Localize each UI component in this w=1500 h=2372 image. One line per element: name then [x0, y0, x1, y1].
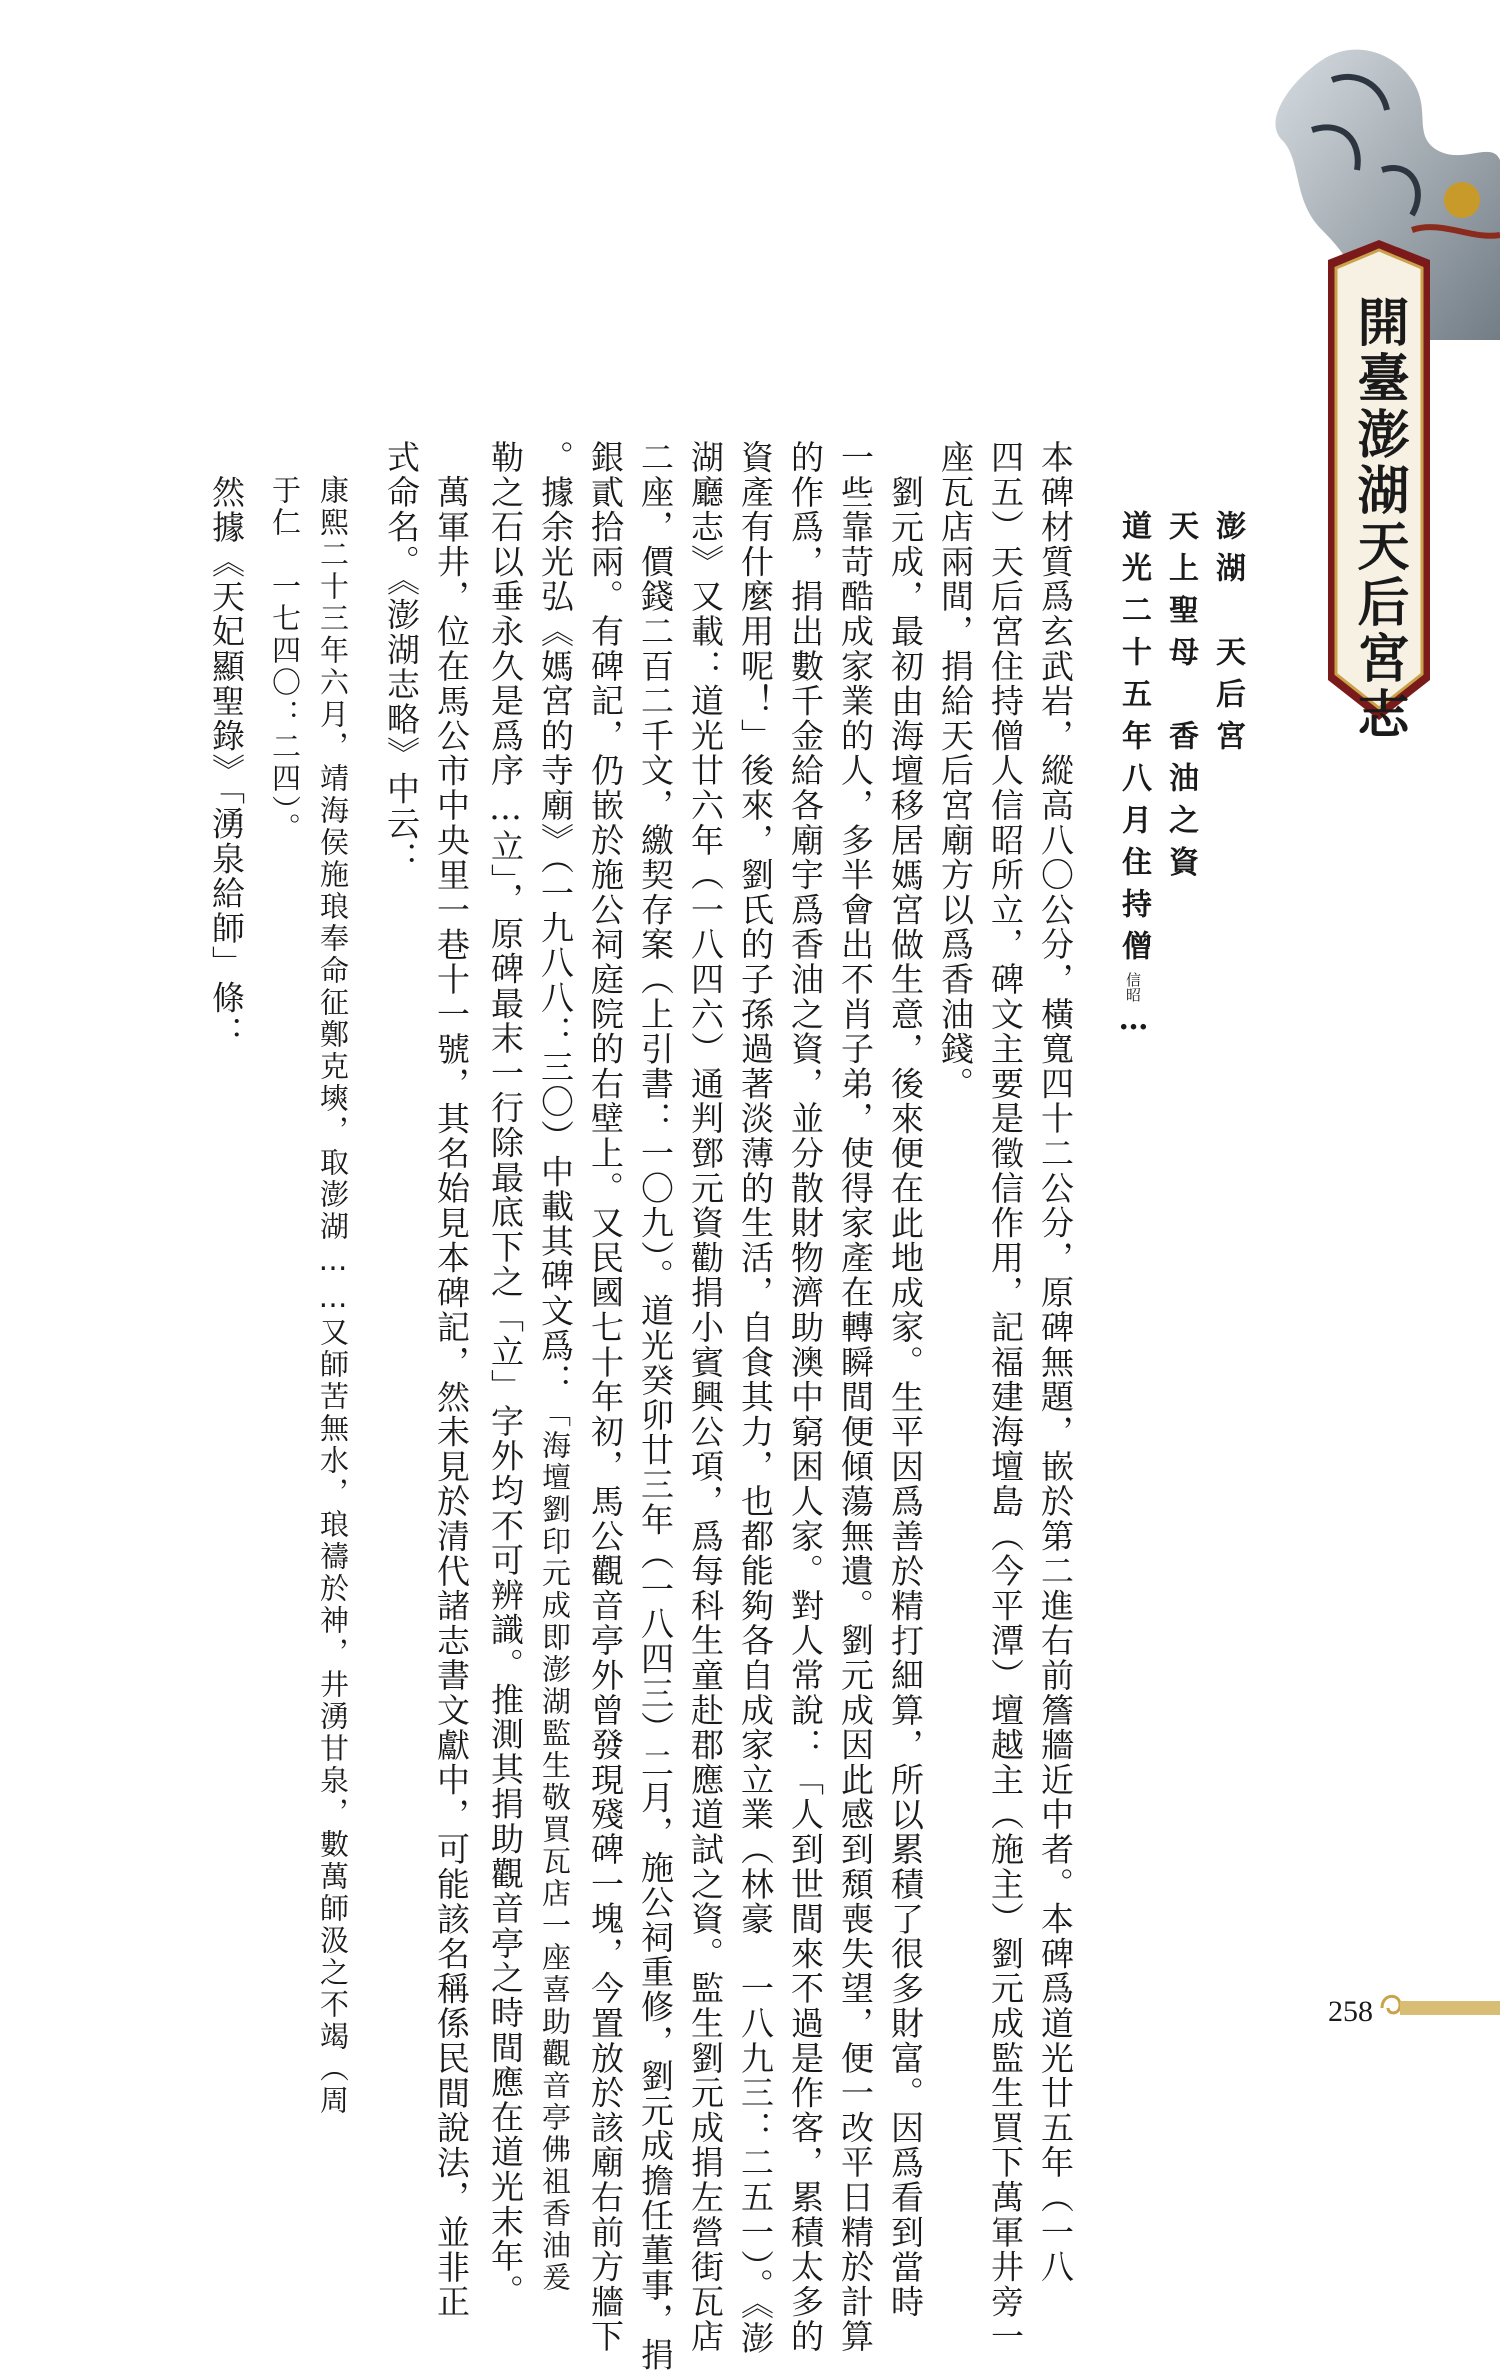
text-column: 本碑材質爲玄武岩，縱高八〇公分，橫寬四十二公分，原碑無題，嵌於第二進右前簷牆近中者。本碑爲道光廿五年（一八 [1036, 440, 1075, 2285]
text-column: 勒之石以垂永久是爲序…立」，原碑最末一行除最底下之「立」字外均不可辨識。推測其捐助觀音亭之時間應在道光末年。 [486, 440, 525, 2309]
text-column: 二座，價錢二百二千文，繳契存案（上引書：一〇九）。道光癸卯廿三年（一八四三）二月，施公祠重修，劉元成擔任董事，捐 [636, 440, 675, 2372]
text-column: 銀貳拾兩。有碑記，仍嵌於施公祠庭院的右壁上。又民國七十年初，馬公觀音亭外曾發現殘碑一塊，今置放於該廟右前方牆下 [586, 440, 625, 2354]
quote-fragment: 「海壇劉印元成即澎湖監生敬買瓦店一座喜助觀音亭佛祖香油爰 [538, 1397, 572, 2294]
page-number: 258 [1328, 1995, 1373, 2028]
text-column: 式命名。《澎湖志略》中云： [382, 440, 421, 876]
text-column: 座瓦店兩間，捐給天后宮廟方以爲香油錢。 [936, 440, 975, 1102]
page-scroll-ornament [1370, 1983, 1500, 2033]
text-column: 湖廳志》又載：道光廿六年（一八四六）通判鄧元資勸捐小賓興公項，爲每科生童赴郡應道試之資。監生劉元成捐左營街瓦店 [686, 440, 725, 2354]
quote-column: 于仁 一七四〇：二四）。 [268, 475, 302, 845]
inscription-line-1: 澎湖 天后宮 [1210, 510, 1245, 762]
text-column: 萬軍井，位在馬公市中央里一巷十一號，其名始見本碑記，然未見於清代諸志書文獻中，可能該名稱係民間說法，並非正 [432, 475, 471, 2320]
text-column: 資產有什麼用呢！」後來，劉氏的子孫過著淡薄的生活，自食其力，也都能夠各自成家立業（林豪 一八九三：二五一）。《澎 [736, 440, 775, 2356]
quote-column: 康熙二十三年六月，靖海侯施琅奉命征鄭克塽，取澎湖……又師苦無水，琅禱於神，井湧甘泉，數萬師汲之不竭（周 [316, 475, 350, 2117]
text-column: 一些靠苛酷成家業的人，多半會出不肖子弟，使得家產在轉瞬間便傾蕩無遺。劉元成因此感到頹喪失望，便一改平日精於計算 [836, 440, 875, 2354]
inscription-small-note: 信昭 [1124, 972, 1142, 1002]
text-column: 然據《天妃顯聖錄》「湧泉給師」條： [207, 475, 246, 1051]
text-column: 四五）天后宮住持僧人信昭所立，碑文主要是徵信作用，記福建海壇島（今平潭）壇越主（施主）劉元成監生買下萬軍井旁一 [986, 440, 1025, 2354]
text-column: 。據余光弘《媽宮的寺廟》（一九八八：三〇）中載其碑文爲：「海壇劉印元成即澎湖監生敬買瓦店一座喜助觀音亭佛祖香油爰 [536, 440, 575, 2294]
text-column: 劉元成，最初由海壇移居媽宮做生意，後來便在此地成家。生平因爲善於精打細算，所以累積了很多財富。因爲看到當時 [886, 475, 925, 2320]
inscription-line-2: 天上聖母 香油之資 [1163, 510, 1198, 888]
book-title: 開臺澎湖天后宮志 [1348, 295, 1409, 743]
inscription-line-3: 道光二十五年八月住持僧信昭… [1116, 510, 1151, 1049]
text-column: 的作爲，捐出數千金給各廟宇爲香油之資，並分散財物濟助澳中窮困人家。對人常說：「人到世間來不過是作客，累積太多的 [786, 440, 825, 2354]
